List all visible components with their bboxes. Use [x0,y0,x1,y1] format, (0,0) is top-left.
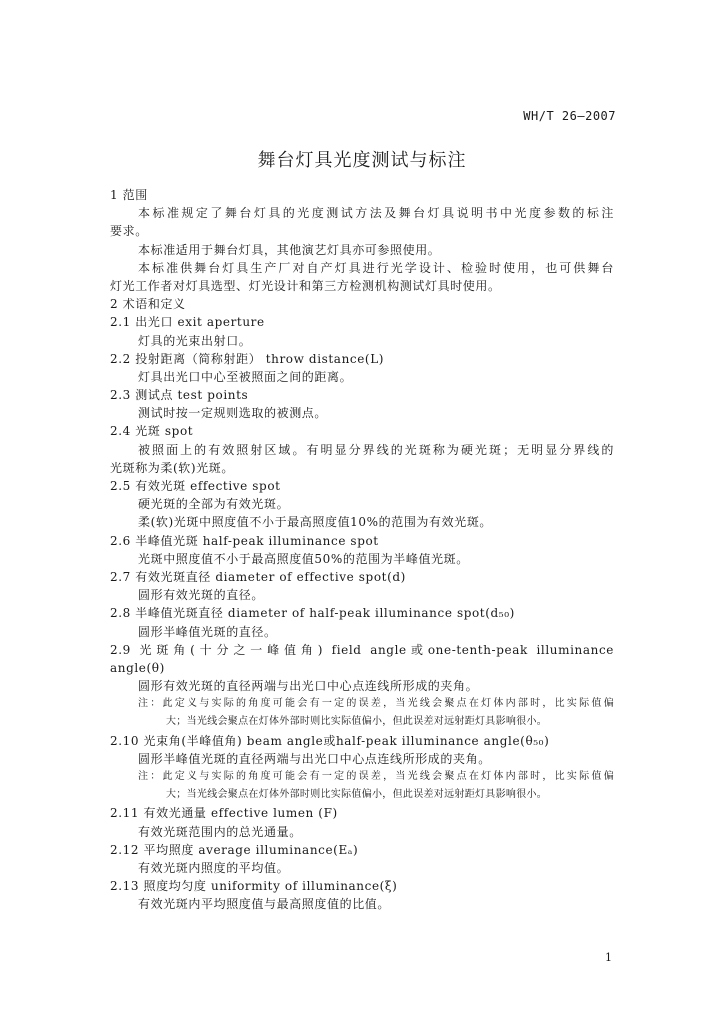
text-line: 本标准规定了舞台灯具的光度测试方法及舞台灯具说明书中光度参数的标注 [138,206,614,221]
note-line: 大；当光线会聚点在灯体外部时则比实际值偏小，但此误差对远射距灯具影响很小。 [166,716,548,728]
text-line: 1 范围 [110,188,148,202]
text-line: 2.3 测试点 test points [110,388,249,403]
text-line: 光斑中照度值不小于最高照度值50%的范围为半峰值光斑。 [138,551,469,566]
text-line: 2.12 平均照度 average illuminance(Eₐ) [110,842,359,857]
text-line: 光斑称为柔(软)光斑。 [110,460,234,475]
text-line: 圆形半峰值光斑的直径两端与出光口中心点连线所形成的夹角。 [138,751,491,766]
document-body [110,186,614,914]
text-line: 灯具出光口中心至被照面之间的距离。 [138,369,353,384]
document-title: 舞台灯具光度测试与标注 [257,150,467,171]
text-line: 有效光斑范围内的总光通量。 [138,824,302,839]
text-line: 圆形有效光斑的直径。 [138,588,265,603]
note-line: 注：此定义与实际的角度可能会有一定的误差，当光线会聚点在灯体内部时，比实际值偏 [138,698,614,710]
text-line: 2 术语和定义 [110,297,186,312]
text-line: angle(θ) [110,660,165,675]
text-line: 灯光工作者对灯具选型、灯光设计和第三方检测机构测试灯具时使用。 [110,278,501,293]
text-line: 圆形半峰值光斑的直径。 [138,624,277,639]
page-number: 1 [605,951,612,964]
text-line: 柔(软)光斑中照度值不小于最高照度值10%的范围为有效光斑。 [138,515,493,530]
text-line: 灯具的光束出射口。 [138,333,252,348]
text-line: 有效光斑内平均照度值与最高照度值的比值。 [138,897,391,912]
text-line: 2.10 光束角(半峰值角) beam angle或half-peak illuminance angle(θ₅₀) [110,733,550,748]
text-line: 要求。 [110,224,148,239]
text-line: 2.13 照度均匀度 uniformity of illuminance(ξ) [110,879,398,894]
note-line: 大；当光线会聚点在灯体外部时则比实际值偏小，但此误差对远射距灯具影响很小。 [166,789,548,801]
text-line: 本标准适用于舞台灯具，其他演艺灯具亦可参照使用。 [138,242,441,257]
text-line: 本标准供舞台灯具生产厂对自产灯具进行光学设计、检验时使用，也可供舞台 [138,260,614,275]
text-line: 有效光斑内照度的平均值。 [138,860,290,875]
text-line: 圆形有效光斑的直径两端与出光口中心点连线所形成的夹角。 [138,679,479,694]
text-line: 2.1 出光口 exit aperture [110,315,265,330]
note-line: 注：此定义与实际的角度可能会有一定的误差，当光线会聚点在灯体内部时，比实际值偏 [138,771,614,782]
text-line: 硬光斑的全部为有效光斑。 [138,497,290,512]
text-line: 2.4 光斑 spot [110,424,194,439]
text-line: 2.5 有效光斑 effective spot [110,479,281,493]
standard-code: WH/T 26—2007 [523,109,616,123]
text-line: 被照面上的有效照射区域。有明显分界线的光斑称为硬光斑；无明显分界线的 [138,442,614,457]
text-line: 2.9 光斑角(十分之一峰值角) field angle或one-tenth-peak illuminance [110,642,614,657]
text-line: 2.2 投射距离（简称射距） throw distance(L) [110,351,385,366]
text-line: 2.11 有效光通量 effective lumen (F) [110,806,338,821]
text-line: 2.6 半峰值光斑 half-peak illuminance spot [110,533,379,548]
text-line: 测试时按一定规则选取的被测点。 [138,406,328,421]
text-line: 2.8 半峰值光斑直径 diameter of half-peak illuminance spot(d₅₀) [110,606,515,621]
text-line: 2.7 有效光斑直径 diameter of effective spot(d) [110,569,406,584]
